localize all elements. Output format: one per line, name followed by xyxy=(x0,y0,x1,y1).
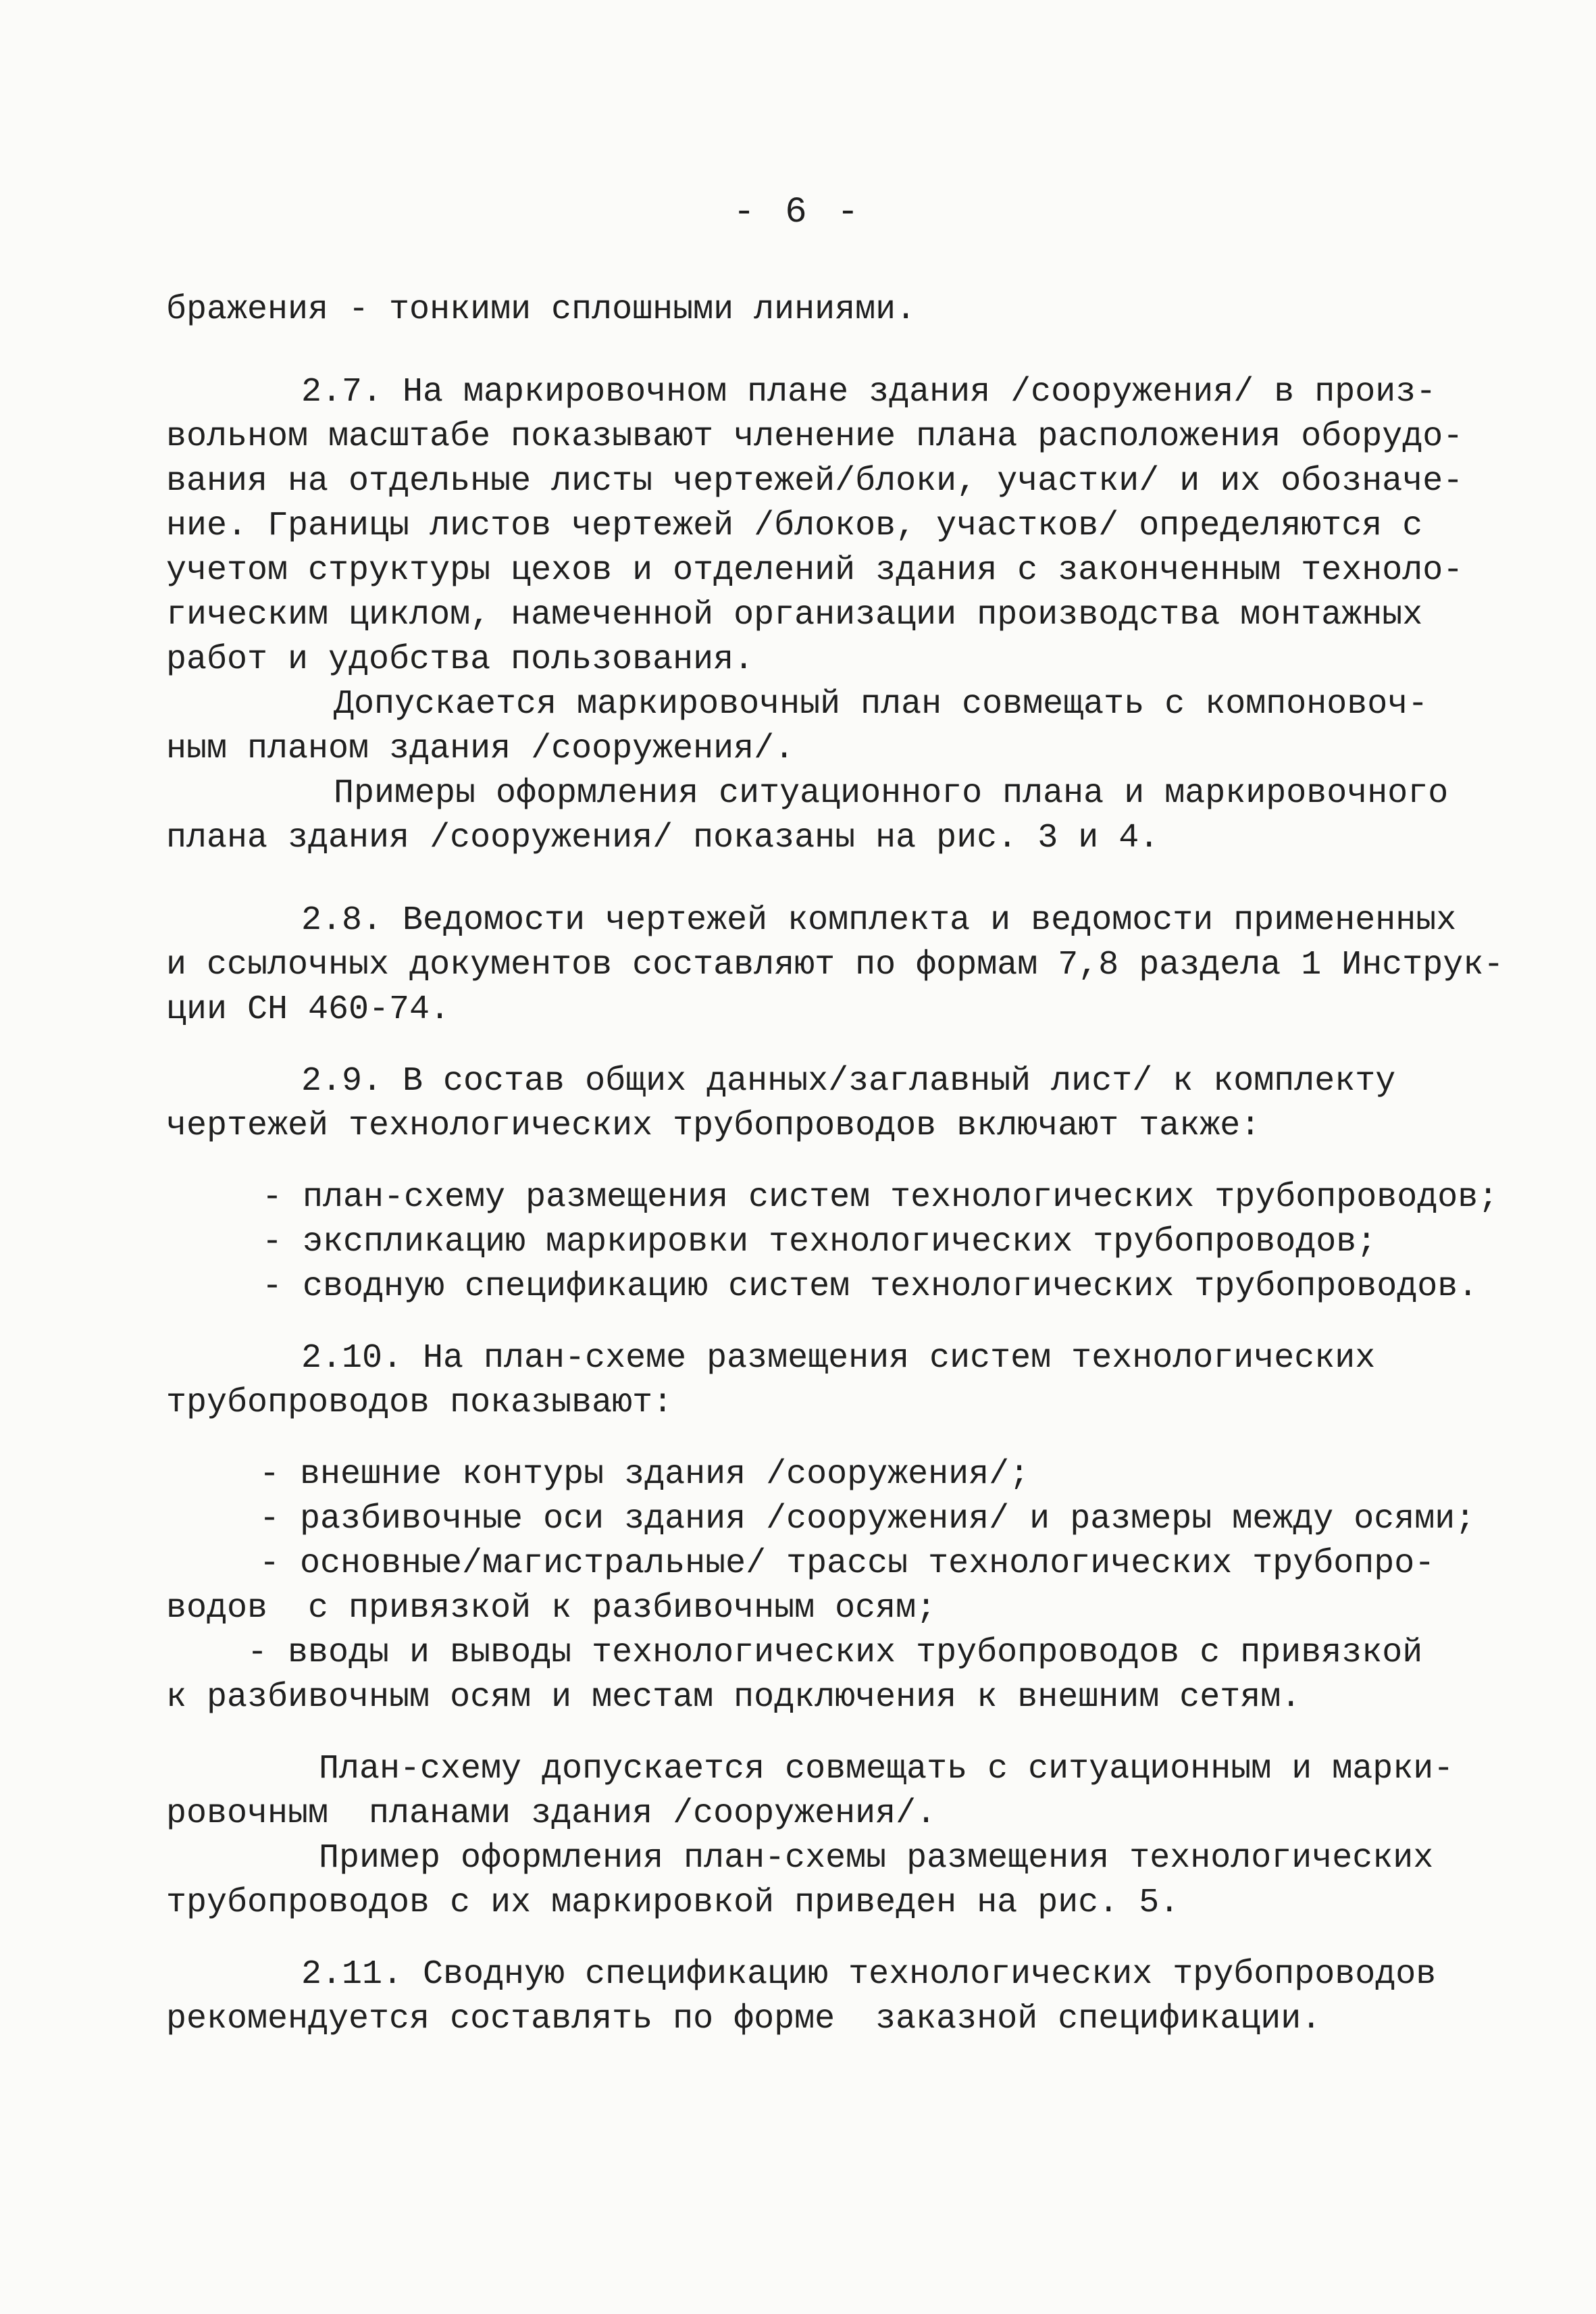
section-heading-line: 2.9. В состав общих данных/заглавный лист/ к комплекту xyxy=(301,1062,1396,1101)
text-line: рекомендуется составлять по форме заказной спецификации. xyxy=(166,2000,1322,2038)
list-item: - план-схему размещения систем технологических трубопроводов; xyxy=(262,1178,1499,1217)
text-line: ровочным планами здания /сооружения/. xyxy=(166,1794,937,1833)
section-2-9 xyxy=(166,1059,1499,1309)
text-line: и ссылочных документов составляют по формам 7,8 раздела 1 Инструк- xyxy=(166,946,1504,984)
text-line: трубопроводов с их маркировкой приведен на рис. 5. xyxy=(166,1884,1180,1922)
text-line: гическим циклом, намеченной организации производства монтажных xyxy=(166,596,1423,634)
section-2-7 xyxy=(166,370,1464,861)
paragraph-first-line: Допускается маркировочный план совмещать с компоновоч- xyxy=(334,685,1428,724)
document-body xyxy=(166,288,1504,2042)
section-heading-line: 2.11. Сводную спецификацию технологических трубопроводов xyxy=(301,1955,1437,1994)
list-item: - основные/магистральные/ трассы технологических трубопро- xyxy=(259,1544,1435,1583)
section-heading-line: 2.10. На план-схеме размещения систем технологических xyxy=(301,1339,1376,1378)
text-line: ции СН 460-74. xyxy=(166,990,451,1029)
text-line: плана здания /сооружения/ показаны на рис. 3 и 4. xyxy=(166,819,1160,857)
list-item: - внешние контуры здания /сооружения/; xyxy=(259,1455,1030,1494)
list-item: - вводы и выводы технологических трубопроводов с привязкой xyxy=(247,1634,1423,1672)
list-item: - сводную спецификацию систем технологических трубопроводов. xyxy=(262,1267,1478,1306)
section-2-10 xyxy=(166,1336,1476,1926)
text-line: ным планом здания /сооружения/. xyxy=(166,730,795,768)
text-line: бражения - тонкими сплошными линиями. xyxy=(166,291,917,329)
section-2-11 xyxy=(166,1953,1436,2042)
text-line: работ и удобства пользования. xyxy=(166,640,754,679)
paragraph-first-line: Пример оформления план-схемы размещения технологических xyxy=(319,1839,1434,1878)
text-line: чертежей технологических трубопроводов включают также: xyxy=(166,1107,1261,1145)
text-line: трубопроводов показывают: xyxy=(166,1384,673,1422)
text-line: вольном масштабе показывают членение плана расположения оборудо- xyxy=(166,418,1464,456)
list-item: - экспликацию маркировки технологических трубопроводов; xyxy=(262,1223,1377,1261)
text-line: водов с привязкой к разбивочным осям; xyxy=(166,1589,937,1628)
paragraph-first-line: Примеры оформления ситуационного плана и маркировочного xyxy=(334,774,1449,813)
text-line: ние. Границы листов чертежей /блоков, участков/ определяются с xyxy=(166,507,1423,545)
section-heading-line: 2.8. Ведомости чертежей комплекта и ведомости примененных xyxy=(301,901,1457,940)
text-line: к разбивочным осям и местам подключения к внешним сетям. xyxy=(166,1678,1302,1717)
section-heading-line: 2.7. На маркировочном плане здания /сооружения/ в произ- xyxy=(301,373,1437,411)
text-line: учетом структуры цехов и отделений здания с законченным техноло- xyxy=(166,551,1464,590)
text-line: вания на отдельные листы чертежей/блоки, участки/ и их обозначе- xyxy=(166,462,1464,501)
paragraph-first-line: План-схему допускается совмещать с ситуационным и марки- xyxy=(319,1750,1454,1788)
page-number: - 6 - xyxy=(733,192,863,233)
section-2-8 xyxy=(166,899,1504,1032)
list-item: - разбивочные оси здания /сооружения/ и размеры между осями; xyxy=(259,1500,1476,1538)
